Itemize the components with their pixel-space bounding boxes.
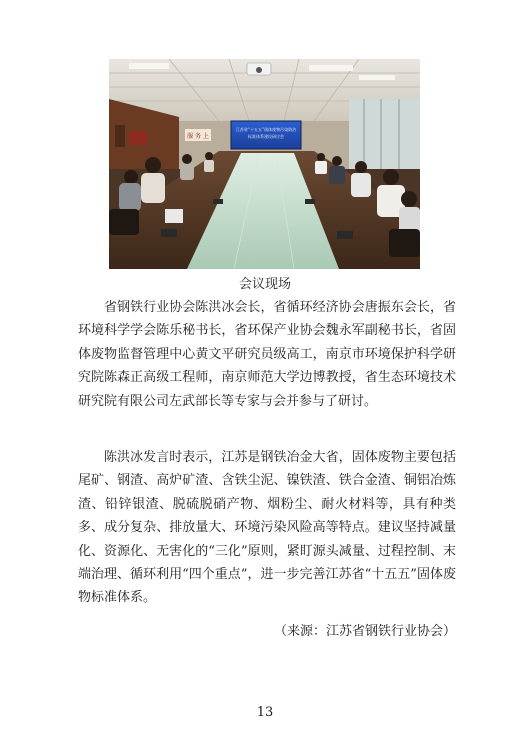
- source-note: （来源：江苏省钢铁行业协会）: [273, 624, 456, 639]
- screen-title-line1: 江苏省“十五五”固体废物污染防治: [235, 127, 297, 132]
- photo-caption: 会议现场: [238, 277, 291, 292]
- screen-title-line2: 标准体系建设研讨会: [248, 134, 284, 139]
- meeting-photo: [109, 59, 420, 269]
- paragraph-speech: 陈洪冰发言时表示，江苏是钢铁冶金大省，固体废物主要包括尾矿、钢渣、高炉矿渣、含铁尘泥、镍铁渣、铁合金渣、铜铝冶炼渣、铅锌银渣、脱硫脱硝产物、烟粉尘、耐火材料等，具有种类多、成分复杂、排放量大、环境污染风险高等特点。建议坚持减量化、资源化、无害化的“三化”原则，紧盯源头减量、过程控制、末端治理、循环利用“四个重点”，进一步完善江苏省“十五五”固体废物标准体系。: [78, 450, 456, 606]
- page-number: 13: [256, 705, 274, 720]
- wall-sign-text: 服 务 上: [187, 133, 209, 140]
- paragraph-attendees: 省钢铁行业协会陈洪冰会长，省循环经济协会唐振东会长，省环境科学学会陈乐秘书长，省环保产业协会魏永军副秘书长，省固体废物监督管理中心黄文平研究员级高工，南京市环境保护科学研究院陈森正高级工程师，南京师范大学边博教授，省生态环境技术研究院有限公司左武部长等专家与会并参与了研讨。: [78, 300, 456, 409]
